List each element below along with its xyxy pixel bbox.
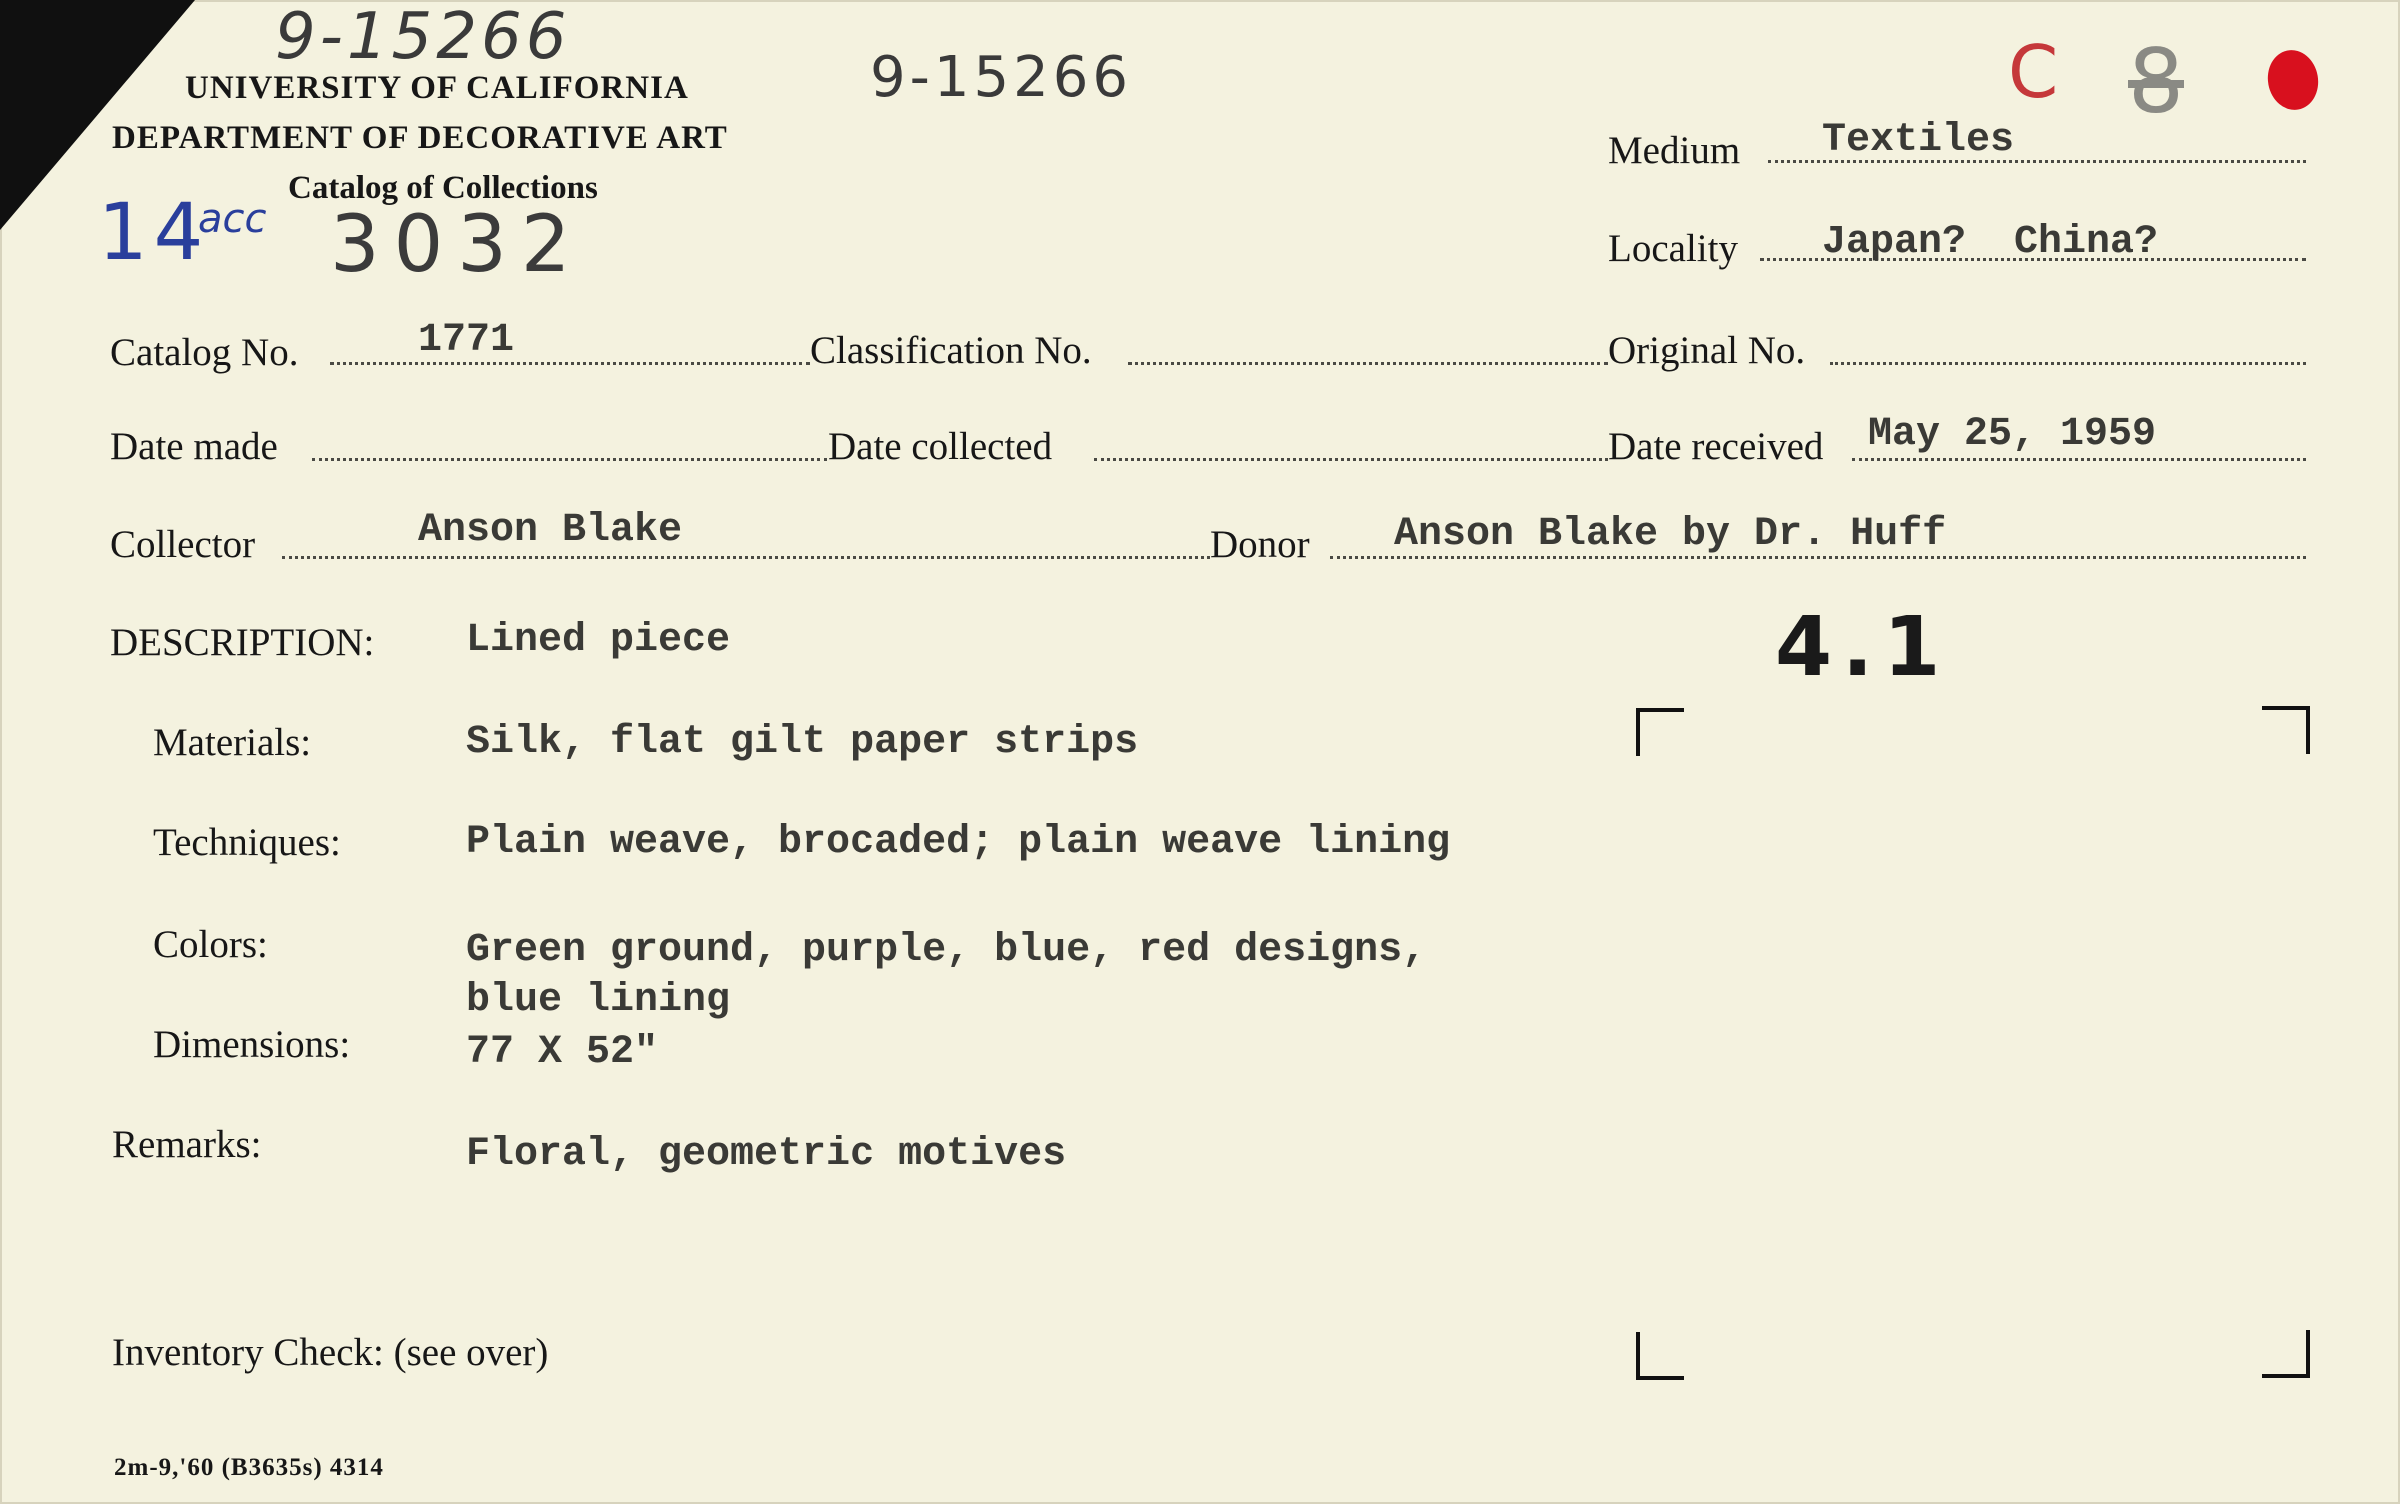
catalog-heading: Catalog of Collections bbox=[288, 170, 598, 206]
date-collected-label: Date collected bbox=[828, 425, 1053, 468]
handwritten-top-number: 9-15266 bbox=[275, 0, 571, 74]
handwritten-accession-number: 3032 bbox=[330, 200, 585, 290]
handwritten-accession-prefix: 14 bbox=[98, 188, 210, 278]
dimensions-label: Dimensions: bbox=[153, 1023, 351, 1066]
donor-value: Anson Blake by Dr. Huff bbox=[1394, 512, 1947, 557]
medium-value: Textiles bbox=[1822, 118, 2015, 163]
collector-dotted-line bbox=[282, 556, 1210, 559]
collector-label: Collector bbox=[110, 523, 256, 566]
date-received-label: Date received bbox=[1608, 425, 1824, 468]
handwritten-corner-crossed: 8 bbox=[2128, 30, 2184, 133]
date-received-value: May 25, 1959 bbox=[1868, 412, 2157, 457]
locality-value: Japan? China? bbox=[1822, 220, 2159, 265]
red-dot-mark bbox=[2263, 46, 2323, 114]
original-no-dotted-line bbox=[1830, 362, 2306, 365]
collector-value: Anson Blake bbox=[418, 508, 683, 553]
catalog-no-label: Catalog No. bbox=[110, 331, 299, 374]
department-heading: DEPARTMENT OF DECORATIVE ART bbox=[112, 120, 728, 156]
original-no-label: Original No. bbox=[1608, 329, 1806, 372]
remarks-value: Floral, geometric motives bbox=[466, 1132, 1067, 1177]
locality-label: Locality bbox=[1608, 227, 1738, 270]
inventory-check-text: Inventory Check: (see over) bbox=[112, 1331, 549, 1374]
date-made-label: Date made bbox=[110, 425, 278, 468]
description-label: DESCRIPTION: bbox=[110, 621, 375, 664]
donor-label: Donor bbox=[1210, 523, 1310, 566]
photo-bracket-bottom-left bbox=[1636, 1332, 1684, 1380]
classification-no-label: Classification No. bbox=[810, 329, 1092, 372]
date-received-dotted-line bbox=[1852, 458, 2306, 461]
catalog-no-dotted-line bbox=[330, 362, 810, 365]
materials-label: Materials: bbox=[153, 721, 312, 764]
techniques-label: Techniques: bbox=[153, 821, 341, 864]
handwritten-location-code: 4.1 bbox=[1775, 600, 1951, 695]
date-made-dotted-line bbox=[312, 458, 827, 461]
handwritten-accession-superscript: acc bbox=[198, 196, 267, 242]
print-code: 2m-9,'60 (B3635s) 4314 bbox=[114, 1454, 384, 1481]
colors-value-line2: blue lining bbox=[466, 978, 731, 1023]
medium-label: Medium bbox=[1608, 129, 1741, 172]
photo-bracket-bottom-right bbox=[2262, 1330, 2310, 1378]
catalog-no-value: 1771 bbox=[418, 318, 515, 363]
techniques-value: Plain weave, brocaded; plain weave lining bbox=[466, 820, 1451, 865]
description-value: Lined piece bbox=[466, 618, 731, 663]
date-collected-dotted-line bbox=[1094, 458, 1608, 461]
dimensions-value: 77 X 52" bbox=[466, 1030, 659, 1075]
colors-label: Colors: bbox=[153, 923, 268, 966]
remarks-label: Remarks: bbox=[112, 1123, 262, 1166]
handwritten-corner-letter: C bbox=[2008, 30, 2059, 114]
colors-value-line1: Green ground, purple, blue, red designs, bbox=[466, 928, 1427, 973]
photo-bracket-top-right bbox=[2262, 706, 2310, 754]
classification-no-dotted-line bbox=[1128, 362, 1608, 365]
university-heading: UNIVERSITY OF CALIFORNIA bbox=[185, 70, 689, 106]
handwritten-mid-number: 9-15266 bbox=[870, 45, 1132, 110]
materials-value: Silk, flat gilt paper strips bbox=[466, 720, 1139, 765]
photo-bracket-top-left bbox=[1636, 708, 1684, 756]
